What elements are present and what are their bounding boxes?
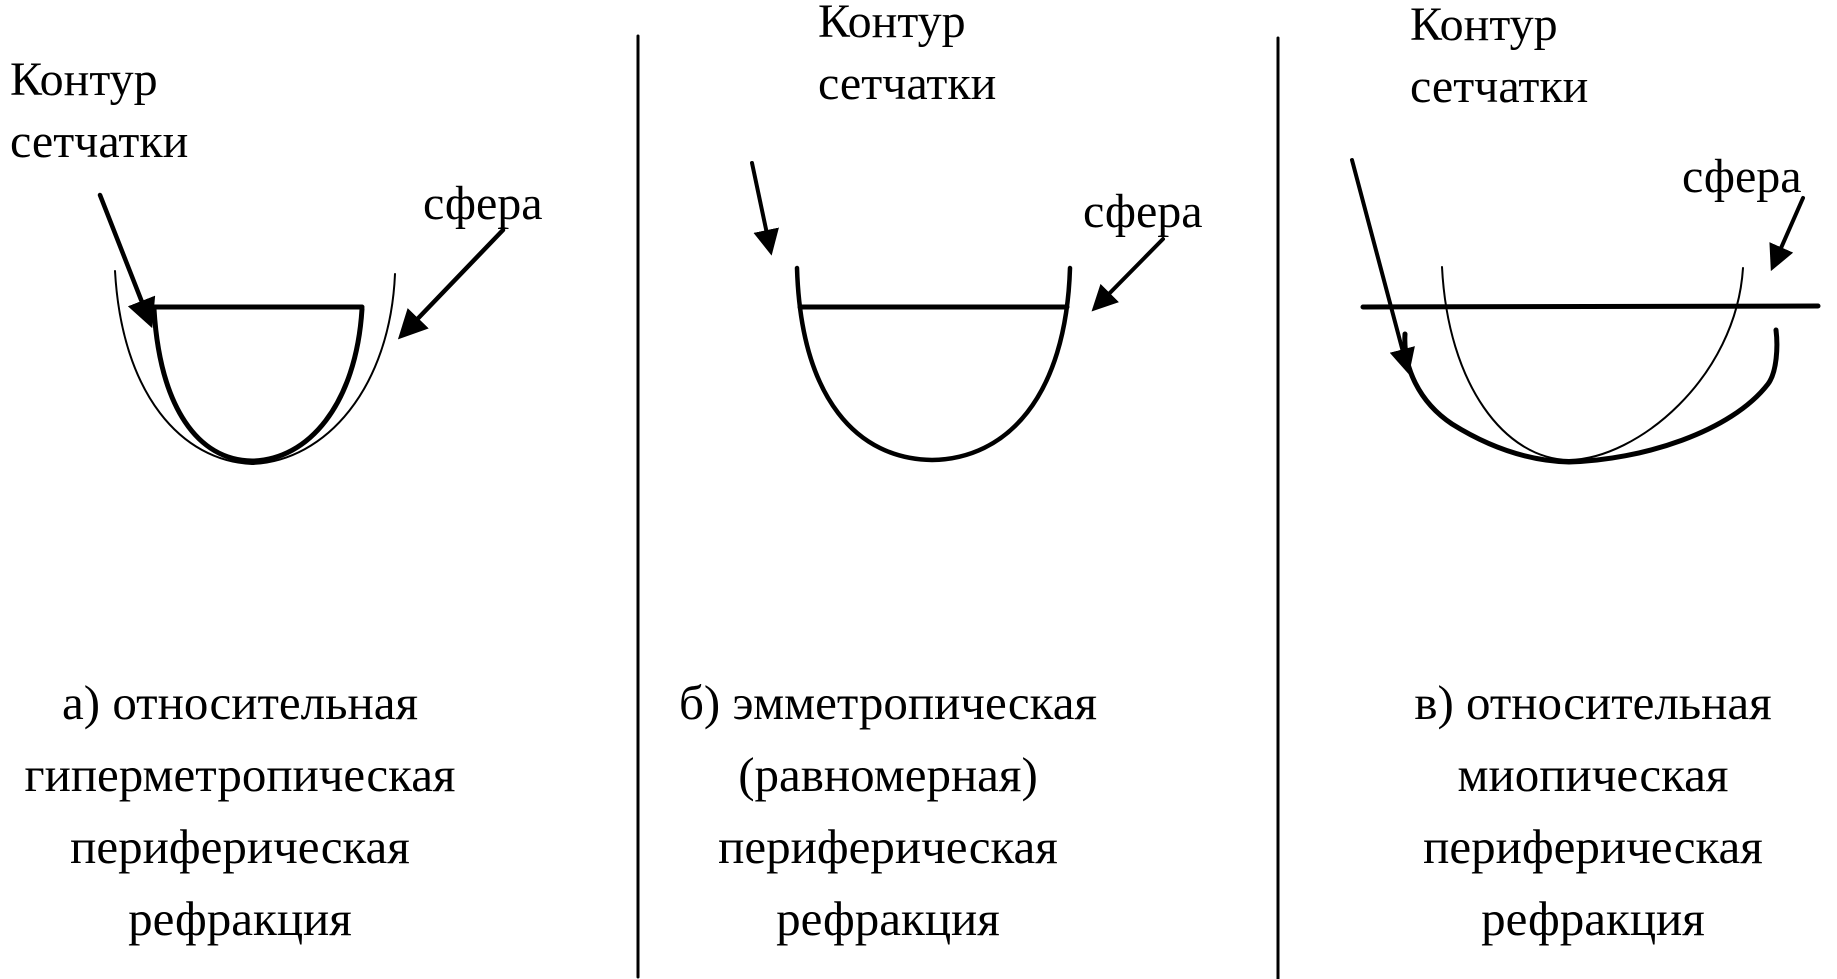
retina-contour-label-b-line2: сетчатки xyxy=(818,57,997,110)
sphere-label-c: сфера xyxy=(1682,150,1802,203)
caption-panel-a xyxy=(10,667,470,955)
caption-panel-b xyxy=(658,667,1118,955)
retina-sphere-curve-b xyxy=(797,268,1070,460)
retina-arrow-c xyxy=(1352,160,1407,367)
retina-contour-label-c xyxy=(1410,0,1588,118)
retina-arrow-a xyxy=(100,195,149,320)
caption-a-line2: гиперметропическая xyxy=(24,747,456,802)
sphere-label-b: сфера xyxy=(1083,185,1203,238)
sphere-arrow-b xyxy=(1097,239,1163,306)
sphere-arrow-a xyxy=(404,230,503,333)
caption-c-line3: периферическая xyxy=(1423,819,1763,874)
caption-b-line2: (равномерная) xyxy=(738,747,1038,802)
retina-curve-c xyxy=(1405,330,1777,462)
caption-b-line1: б) эмметропическая xyxy=(678,675,1098,730)
retina-contour-label-c-line2: сетчатки xyxy=(1410,60,1589,113)
retina-contour-label-a-line2: сетчатки xyxy=(10,115,189,168)
caption-panel-c xyxy=(1363,667,1823,955)
retina-contour-label-b xyxy=(818,0,996,115)
caption-b-line4: рефракция xyxy=(776,891,1000,946)
caption-b-line3: периферическая xyxy=(718,819,1058,874)
caption-a-line4: рефракция xyxy=(128,891,352,946)
panel-a-diagram xyxy=(100,195,503,464)
retina-contour-label-b-line1: Контур xyxy=(818,0,966,48)
caption-a-line3: периферическая xyxy=(70,819,410,874)
caption-a-line1: а) относительная xyxy=(62,675,418,730)
retina-contour-label-c-line1: Контур xyxy=(1410,0,1558,51)
retina-contour-label-a-line1: Контур xyxy=(10,53,158,106)
caption-c-line1: в) относительная xyxy=(1414,675,1772,730)
chord-line-c xyxy=(1363,306,1818,307)
retina-arrow-b xyxy=(752,163,770,248)
caption-c-line4: рефракция xyxy=(1481,891,1705,946)
sphere-curve-c xyxy=(1442,267,1743,460)
caption-c-line2: миопическая xyxy=(1457,747,1729,802)
retina-contour-label-a xyxy=(10,49,188,173)
sphere-label-a: сфера xyxy=(423,177,543,230)
